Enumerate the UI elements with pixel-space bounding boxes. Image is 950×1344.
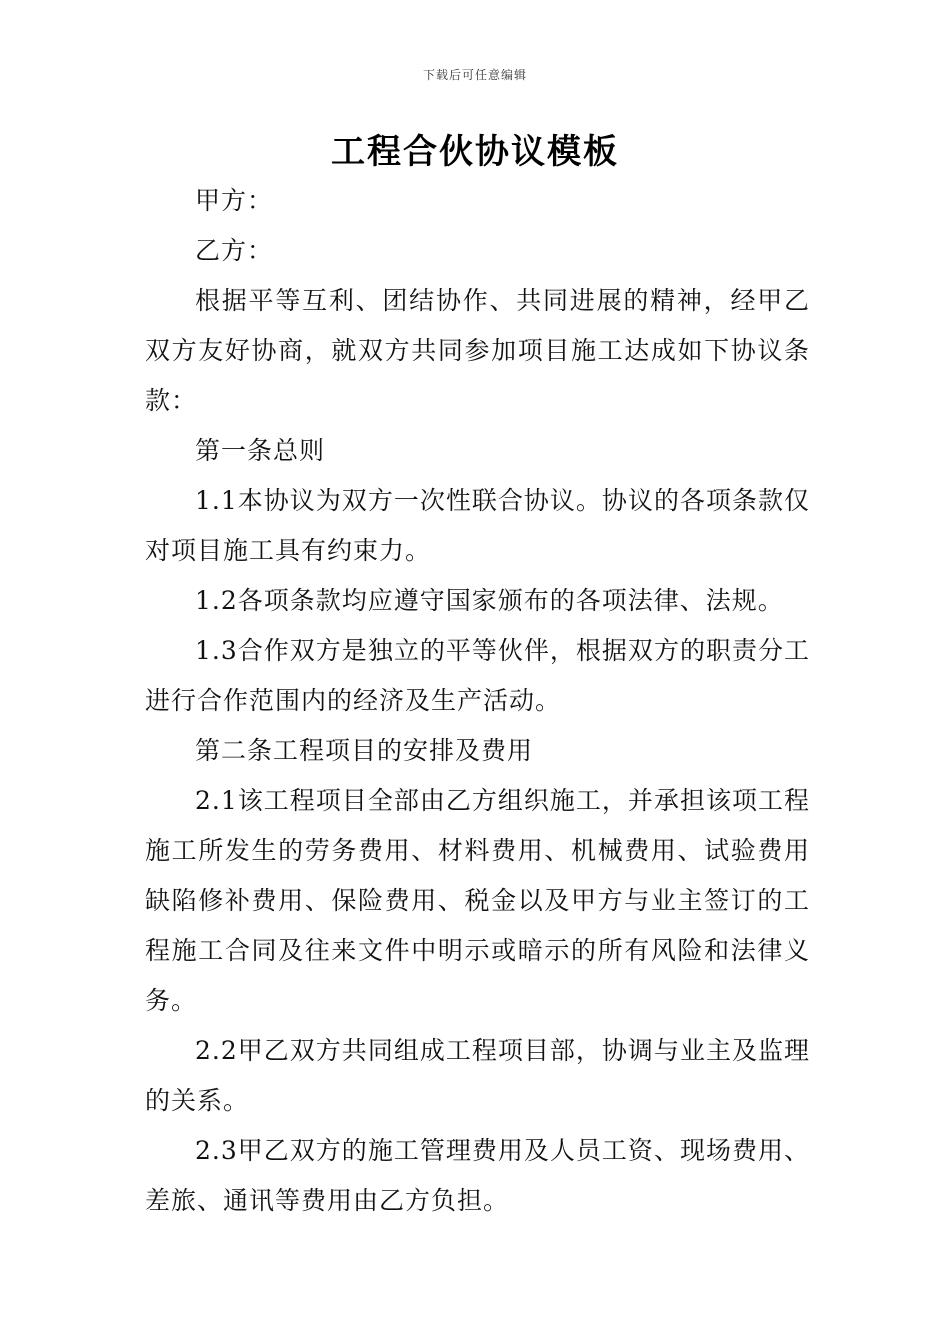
article-2-heading: 第二条工程项目的安排及费用 <box>195 736 534 765</box>
preamble-paragraph: 根据平等互利、团结协作、共同进展的精神，经甲乙双方友好协商，就双方共同参加项目施工达成如下协议条款： <box>145 286 810 415</box>
clause-2-2: 2.2甲乙双方共同组成工程项目部，协调与业主及监理的关系。 <box>145 1036 810 1115</box>
party-b-line: 乙方： <box>195 236 274 265</box>
party-a-line: 甲方： <box>195 186 274 215</box>
clause-1-1: 1.1本协议为双方一次性联合协议。协议的各项条款仅对项目施工具有约束力。 <box>145 486 810 565</box>
clause-1-2: 1.2各项条款均应遵守国家颁布的各项法律、法规。 <box>195 586 784 615</box>
clause-1-3: 1.3合作双方是独立的平等伙伴，根据双方的职责分工进行合作范围内的经济及生产活动。 <box>145 636 810 715</box>
document-body <box>145 176 810 1226</box>
clause-2-3: 2.3甲乙双方的施工管理费用及人员工资、现场费用、差旅、通讯等费用由乙方负担。 <box>145 1136 810 1215</box>
document-title: 工程合伙协议模板 <box>331 132 619 172</box>
clause-2-1: 2.1该工程项目全部由乙方组织施工，并承担该项工程施工所发生的劳务费用、材料费用、机械费用、试验费用缺陷修补费用、保险费用、税金以及甲方与业主签订的工程施工合同及往来文件中明示或暗示的所有风险和法律义务。 <box>145 786 810 1015</box>
header-note: 下载后可任意编辑 <box>422 68 527 82</box>
article-1-heading: 第一条总则 <box>195 436 326 465</box>
